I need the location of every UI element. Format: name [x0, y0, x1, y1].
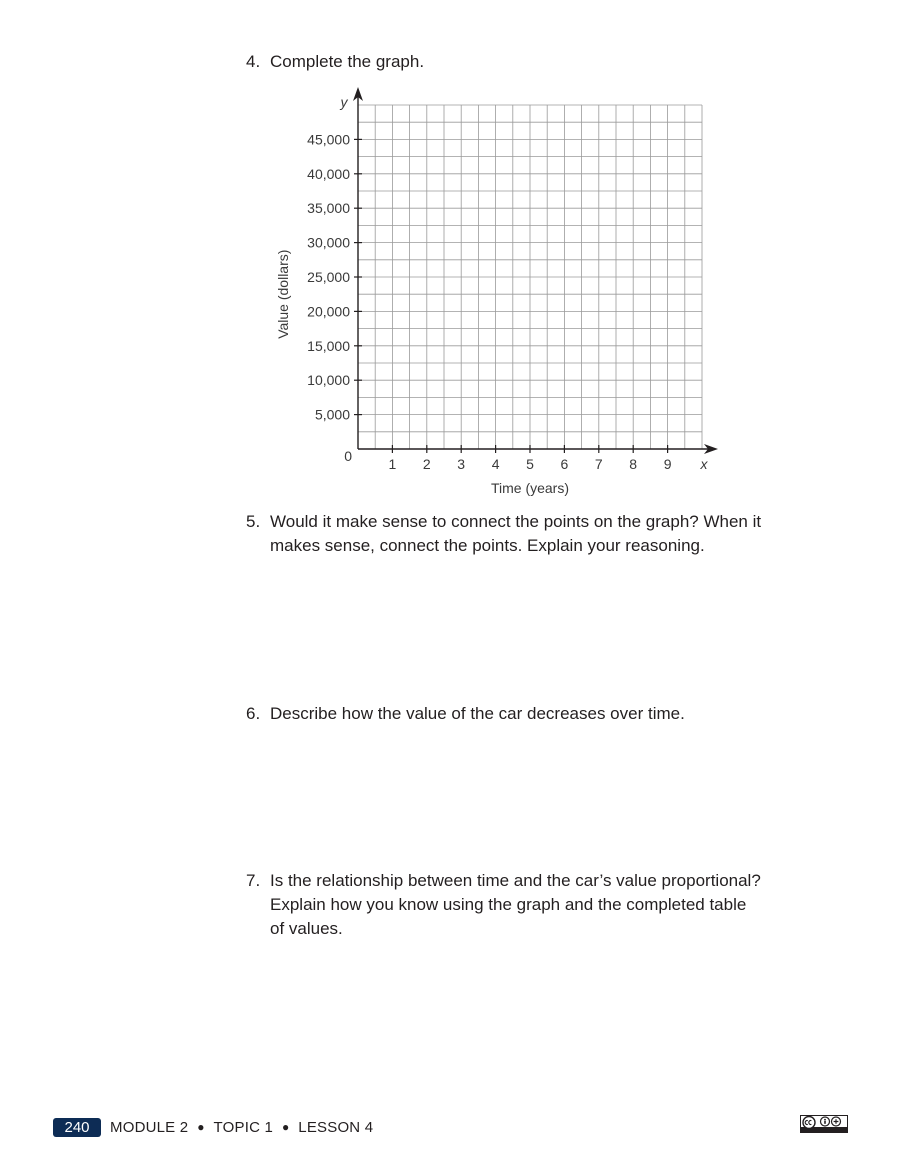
question-7: [246, 869, 806, 941]
breadcrumb-separator-icon: ●: [197, 1120, 205, 1134]
breadcrumb-module: MODULE 2: [110, 1118, 189, 1136]
x-tick-label: 4: [491, 456, 500, 472]
question-text-line: Explain how you know using the graph and the completed table: [270, 895, 747, 914]
y-axis-letter: y: [340, 94, 348, 110]
y-tick-label: 25,000: [307, 269, 350, 285]
question-text-line: Would it make sense to connect the points on the graph? When it: [270, 512, 762, 531]
breadcrumb-topic: TOPIC 1: [213, 1118, 274, 1136]
x-tick-label: 2: [422, 456, 431, 472]
x-tick-label: 9: [663, 456, 672, 472]
question-number: 4.: [246, 52, 261, 71]
origin-label: 0: [344, 448, 352, 464]
x-axis-letter: x: [700, 456, 708, 472]
question-text-line: Describe how the value of the car decreases over time.: [270, 704, 685, 723]
question-text-line: makes sense, connect the points. Explain your reasoning.: [270, 536, 705, 555]
question-4: [246, 50, 806, 74]
question-text-line: of values.: [270, 919, 343, 938]
y-tick-label: 20,000: [307, 303, 350, 320]
y-tick-label: 35,000: [307, 200, 350, 217]
page-footer: [53, 1117, 373, 1137]
y-tick-label: 15,000: [307, 337, 350, 354]
value-time-graph: [262, 85, 732, 505]
y-tick-label: 45,000: [307, 131, 350, 148]
question-number: 6.: [246, 704, 261, 723]
x-axis-title: Time (years): [490, 480, 570, 496]
question-text-line: Complete the graph.: [270, 52, 425, 71]
x-tick-label: 1: [388, 456, 397, 472]
x-tick-label: 6: [560, 456, 569, 472]
breadcrumb-lesson: LESSON 4: [298, 1118, 374, 1136]
question-number: 7.: [246, 871, 261, 890]
page-number-badge: 240: [53, 1118, 101, 1137]
x-tick-label: 7: [594, 456, 603, 472]
y-axis-title: Value (dollars): [275, 249, 291, 339]
x-tick-label: 8: [629, 456, 638, 472]
y-tick-label: 30,000: [307, 234, 350, 251]
y-tick-label: 5,000: [314, 406, 350, 423]
question-text-line: Is the relationship between time and the car’s value proportional?: [270, 871, 761, 890]
breadcrumb-separator-icon: ●: [282, 1120, 290, 1134]
question-number: 5.: [246, 512, 261, 531]
question-5: [246, 510, 806, 558]
x-tick-label: 5: [526, 456, 534, 472]
y-tick-label: 40,000: [307, 165, 350, 182]
creative-commons-license-icon: [800, 1115, 848, 1133]
question-6: [246, 702, 806, 726]
y-tick-label: 10,000: [307, 372, 350, 389]
x-tick-label: 3: [457, 456, 466, 472]
